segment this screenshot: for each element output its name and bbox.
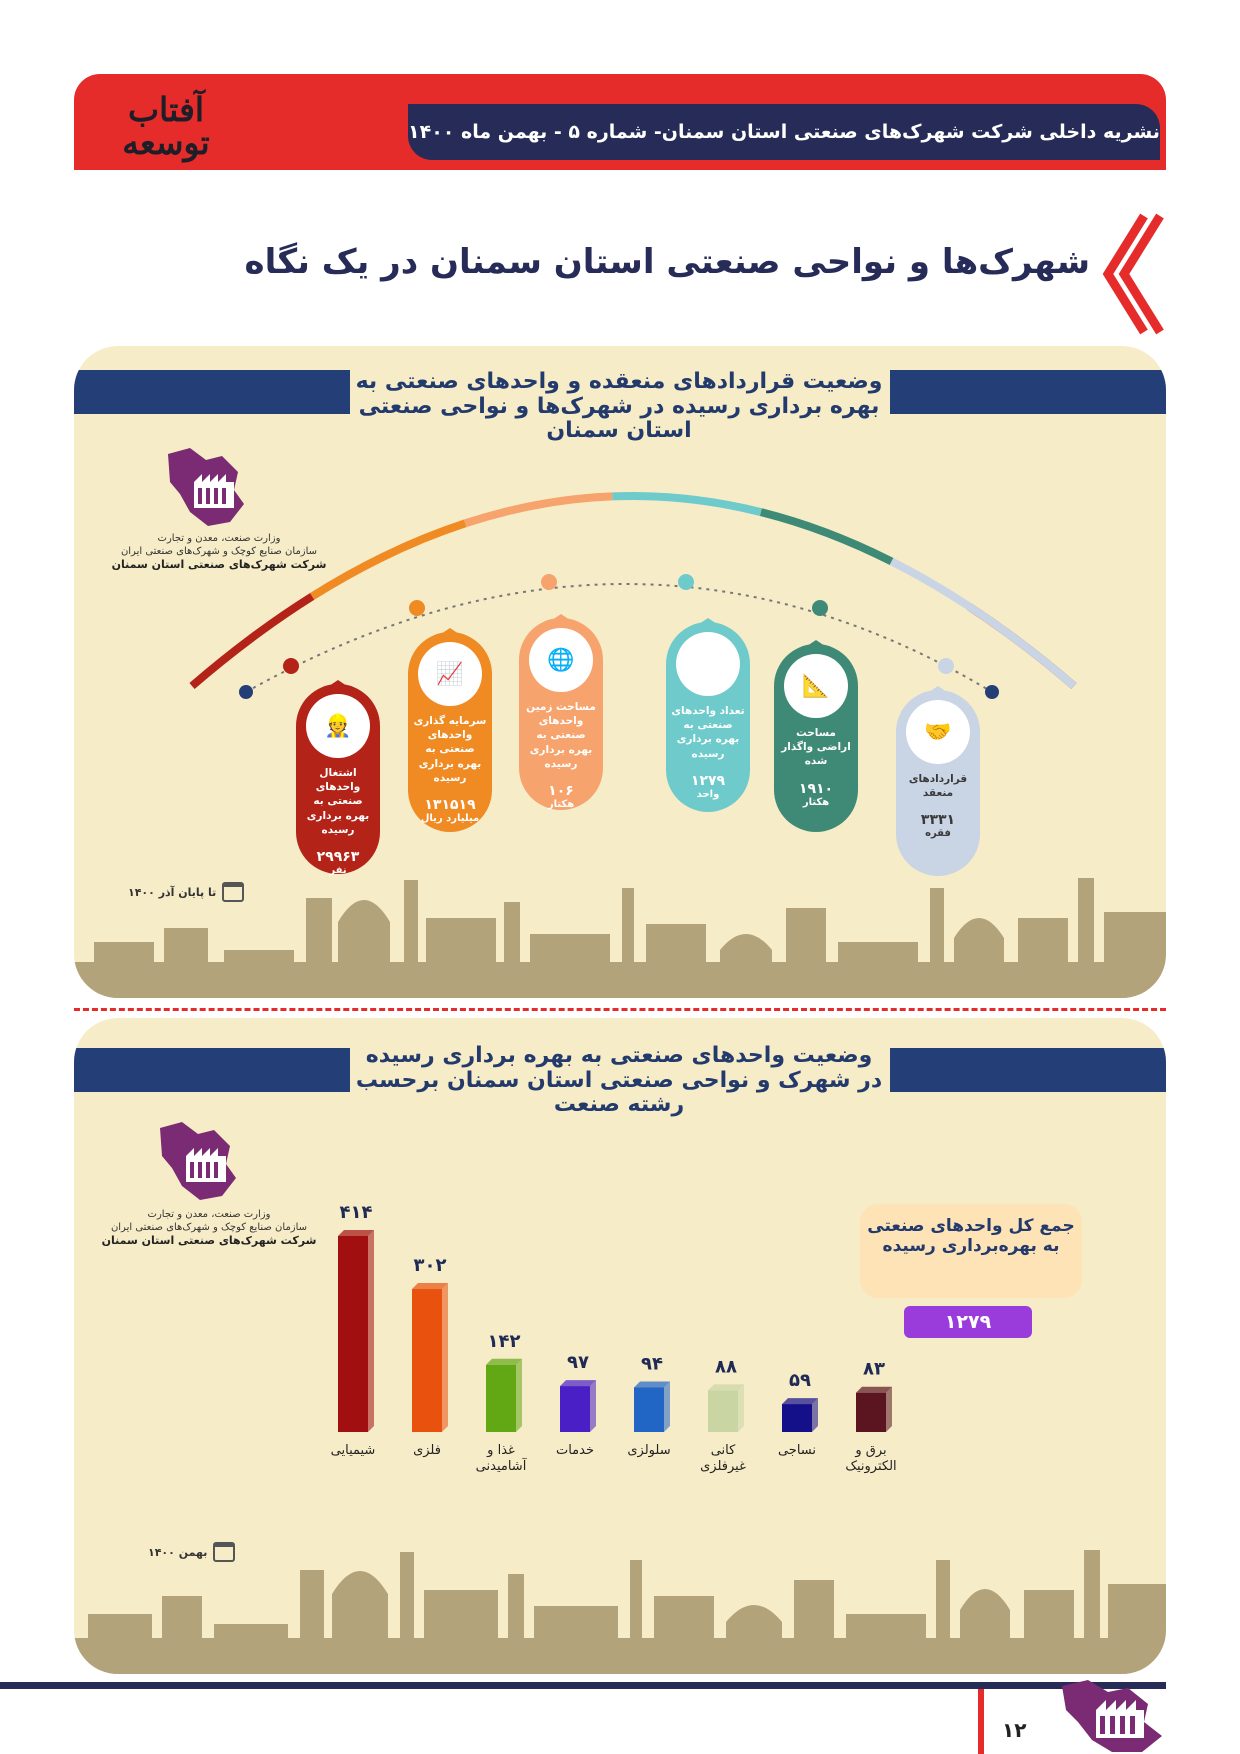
- bar-value-label: ۴۱۴: [339, 1202, 373, 1223]
- publication-logo: [96, 92, 236, 160]
- stat-contracts: 🤝 قراردادهای منعقد ۳۳۳۱ فقره: [896, 690, 980, 876]
- worker-icon: 👷: [306, 694, 370, 758]
- bar-value-label: ۹۷: [567, 1352, 589, 1374]
- bar-value-label: ۱۴۲: [487, 1330, 521, 1352]
- stat-employment: 👷 اشتغال واحدهای صنعتی به بهره برداری رسیده ۲۹۹۶۳ نفر: [296, 684, 380, 874]
- bar-0: [338, 1230, 374, 1432]
- total-units-value: ۱۲۷۹: [904, 1306, 1032, 1338]
- globe-icon: 🌐: [529, 628, 593, 692]
- header-info-bar: [408, 104, 1160, 160]
- bar-value-label: ۵۹: [789, 1370, 811, 1392]
- bar-value-label: ۹۴: [641, 1353, 663, 1375]
- handshake-icon: 🤝: [906, 700, 970, 764]
- emblem-line-1: وزارت صنعت، معدن و تجارت: [147, 1209, 271, 1220]
- growth-chart-icon: 📈: [418, 642, 482, 706]
- bar-category-label: غذا و آشامیدنی: [475, 1443, 527, 1474]
- stat-investment: 📈 سرمایه گذاری واحدهای صنعتی به بهره برداری رسیده ۱۳۱۵۱۹ میلیارد ریال: [408, 632, 492, 832]
- bar-value-label: ۳۰۲: [413, 1255, 447, 1277]
- emblem-line-2: سازمان صنایع کوچک و شهرک‌های صنعتی ایران: [110, 1222, 308, 1233]
- title-chevron-icon: [1100, 212, 1170, 336]
- bar-category-label: برق و الکترونیک: [845, 1443, 897, 1474]
- bar-category-label: فلزی: [413, 1443, 441, 1458]
- gear-icon: ⚙: [676, 632, 740, 696]
- footer-emblem-icon: [1052, 1676, 1172, 1754]
- section-divider: [74, 1008, 1166, 1011]
- footer-accent: [978, 1689, 984, 1754]
- industrial-skyline-illustration: [74, 858, 1166, 998]
- bar-category-label: سلولزی: [627, 1443, 671, 1458]
- bar-value-label: ۸۳: [863, 1358, 885, 1380]
- bar-category-label: شیمیایی: [330, 1443, 376, 1458]
- units-by-industry-panel: [74, 1018, 1166, 1674]
- bar-value-label: ۸۸: [715, 1356, 737, 1378]
- logo-line-2: توسعه: [122, 123, 210, 162]
- emblem-line-2: سازمان صنایع کوچک و شهرک‌های صنعتی ایران: [120, 546, 318, 557]
- stat-operational-land: 🌐 مساحت زمین واحدهای صنعتی به بهره برداری رسیده ۱۰۶ هکتار: [519, 618, 603, 810]
- bar-2: [486, 1359, 522, 1432]
- page-title: شهرک‌ها و نواحی صنعتی استان سمنان در یک نگاه: [244, 242, 1090, 282]
- bar-5: [708, 1384, 744, 1432]
- header-text: نشریه داخلی شرکت شهرک‌های صنعتی استان سمنان- شماره ۵ - بهمن ماه ۱۴۰۰: [408, 121, 1160, 143]
- surveyor-icon: 📐: [784, 654, 848, 718]
- bar-4: [634, 1381, 670, 1432]
- total-units-label: جمع کل واحدهای صنعتی به بهره‌برداری رسیده: [860, 1204, 1082, 1298]
- page-number: ۱۲: [1002, 1718, 1027, 1742]
- panel2-date: بهمن ۱۴۰۰: [148, 1542, 235, 1562]
- bar-3: [560, 1380, 596, 1432]
- industrial-skyline-illustration: [74, 1534, 1166, 1674]
- contracts-infographic-panel: [74, 346, 1166, 998]
- panel1-title: وضعیت قراردادهای منعقده و واحدهای صنعتی به بهره برداری رسیده در شهرک‌ها و نواحی صنعتی استان سمنان: [355, 369, 883, 444]
- bar-category-label: خدمات: [555, 1443, 595, 1458]
- bar-7: [856, 1387, 892, 1432]
- bar-category-label: نساجی: [777, 1443, 817, 1458]
- panel2-title: وضعیت واحدهای صنعتی به بهره برداری رسیده در شهرک و نواحی صنعتی استان سمنان برحسب رشته صنعت: [355, 1043, 883, 1118]
- emblem-line-3: شرکت شهرک‌های صنعتی استان سمنان: [111, 558, 327, 571]
- bar-6: [782, 1398, 818, 1432]
- panel1-date: تا پایان آذر ۱۴۰۰: [128, 882, 244, 902]
- stat-allocated-land: 📐 مساحت اراضی واگذار شده ۱۹۱۰ هکتار: [774, 644, 858, 832]
- stat-operational-units: ⚙ تعداد واحدهای صنعتی به بهره برداری رسیده ۱۲۷۹ واحد: [666, 622, 750, 812]
- emblem-line-1: وزارت صنعت، معدن و تجارت: [157, 533, 281, 544]
- footer-line: [0, 1682, 1166, 1689]
- bar-category-label: کانی غیرفلزی: [700, 1443, 746, 1474]
- logo-line-1: آفتاب: [127, 90, 205, 129]
- emblem-line-3: شرکت شهرک‌های صنعتی استان سمنان: [101, 1234, 317, 1247]
- bar-1: [412, 1283, 448, 1432]
